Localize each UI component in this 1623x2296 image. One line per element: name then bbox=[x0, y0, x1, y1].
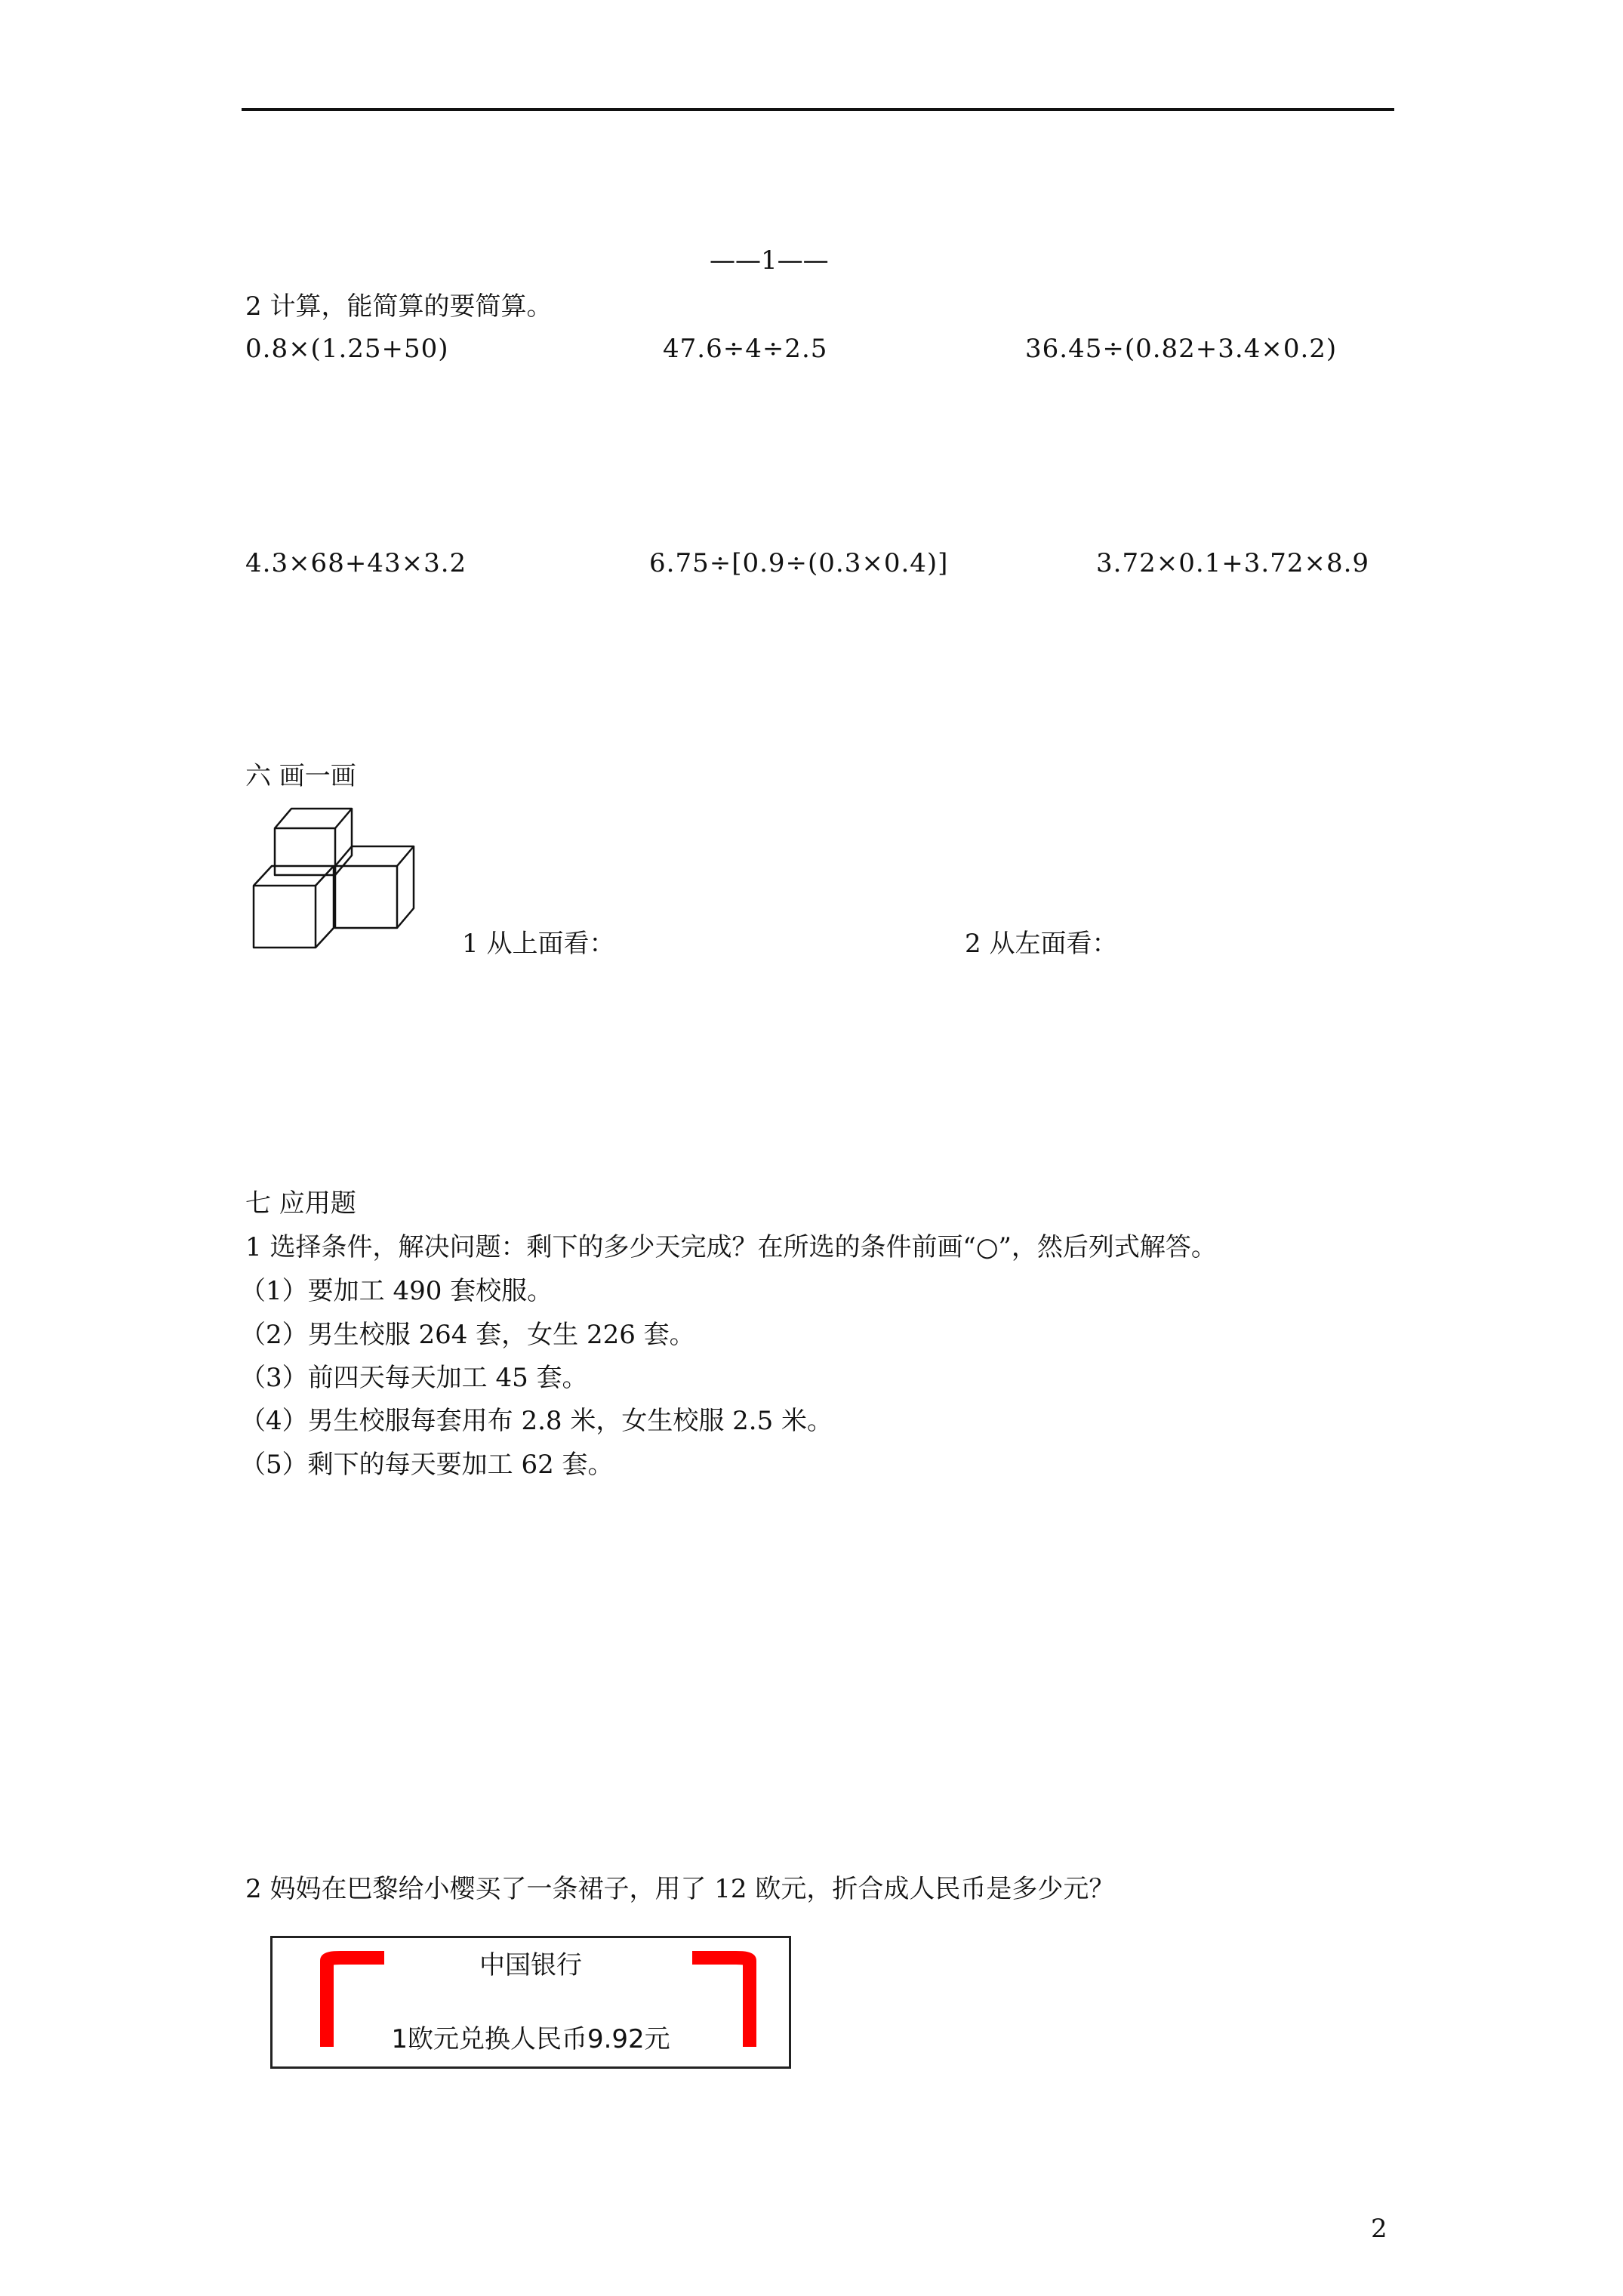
bank-name: 中国银行 bbox=[479, 1950, 582, 1980]
draw-section-title: 六 画一画 bbox=[245, 761, 356, 791]
header-rule bbox=[242, 108, 1394, 111]
condition-item: （2）男生校服 264 套，女生 226 套。 bbox=[240, 1320, 695, 1350]
question-2-text: 2 妈妈在巴黎给小樱买了一条裙子，用了 12 欧元，折合成人民币是多少元？ bbox=[245, 1874, 1115, 1904]
calc-expression: 4.3×68+43×3.2 bbox=[245, 548, 467, 578]
page-marker: ——1—— bbox=[710, 245, 829, 276]
calc-expression: 3.72×0.1+3.72×8.9 bbox=[1096, 548, 1370, 578]
page-number: 2 bbox=[1371, 2214, 1387, 2244]
prompt-left-view: 2 从左面看： bbox=[965, 929, 1118, 959]
calc-section-title: 2 计算，能简算的要简算。 bbox=[245, 291, 553, 322]
calc-expression: 0.8×(1.25+50) bbox=[245, 334, 449, 364]
condition-item: （5）剩下的每天要加工 62 套。 bbox=[240, 1450, 614, 1480]
calc-expression: 36.45÷(0.82+3.4×0.2) bbox=[1025, 334, 1338, 364]
condition-item: （3）前四天每天加工 45 套。 bbox=[240, 1363, 588, 1393]
prompt-top-view: 1 从上面看： bbox=[462, 929, 615, 959]
calc-expression: 47.6÷4÷2.5 bbox=[663, 334, 828, 364]
calc-expression: 6.75÷[0.9÷(0.3×0.4)] bbox=[649, 548, 949, 578]
condition-item: （4）男生校服每套用布 2.8 米，女生校服 2.5 米。 bbox=[240, 1406, 833, 1436]
application-section-title: 七 应用题 bbox=[245, 1188, 356, 1219]
question-1-text: 1 选择条件，解决问题：剩下的多少天完成？在所选的条件前画“○”，然后列式解答。 bbox=[245, 1232, 1217, 1262]
cube-stack-figure bbox=[249, 804, 423, 955]
bank-exchange-sign bbox=[270, 1936, 791, 2069]
condition-item: （1）要加工 490 套校服。 bbox=[240, 1276, 553, 1306]
exchange-rate-text: 1欧元兑换人民币9.92元 bbox=[391, 2024, 670, 2054]
